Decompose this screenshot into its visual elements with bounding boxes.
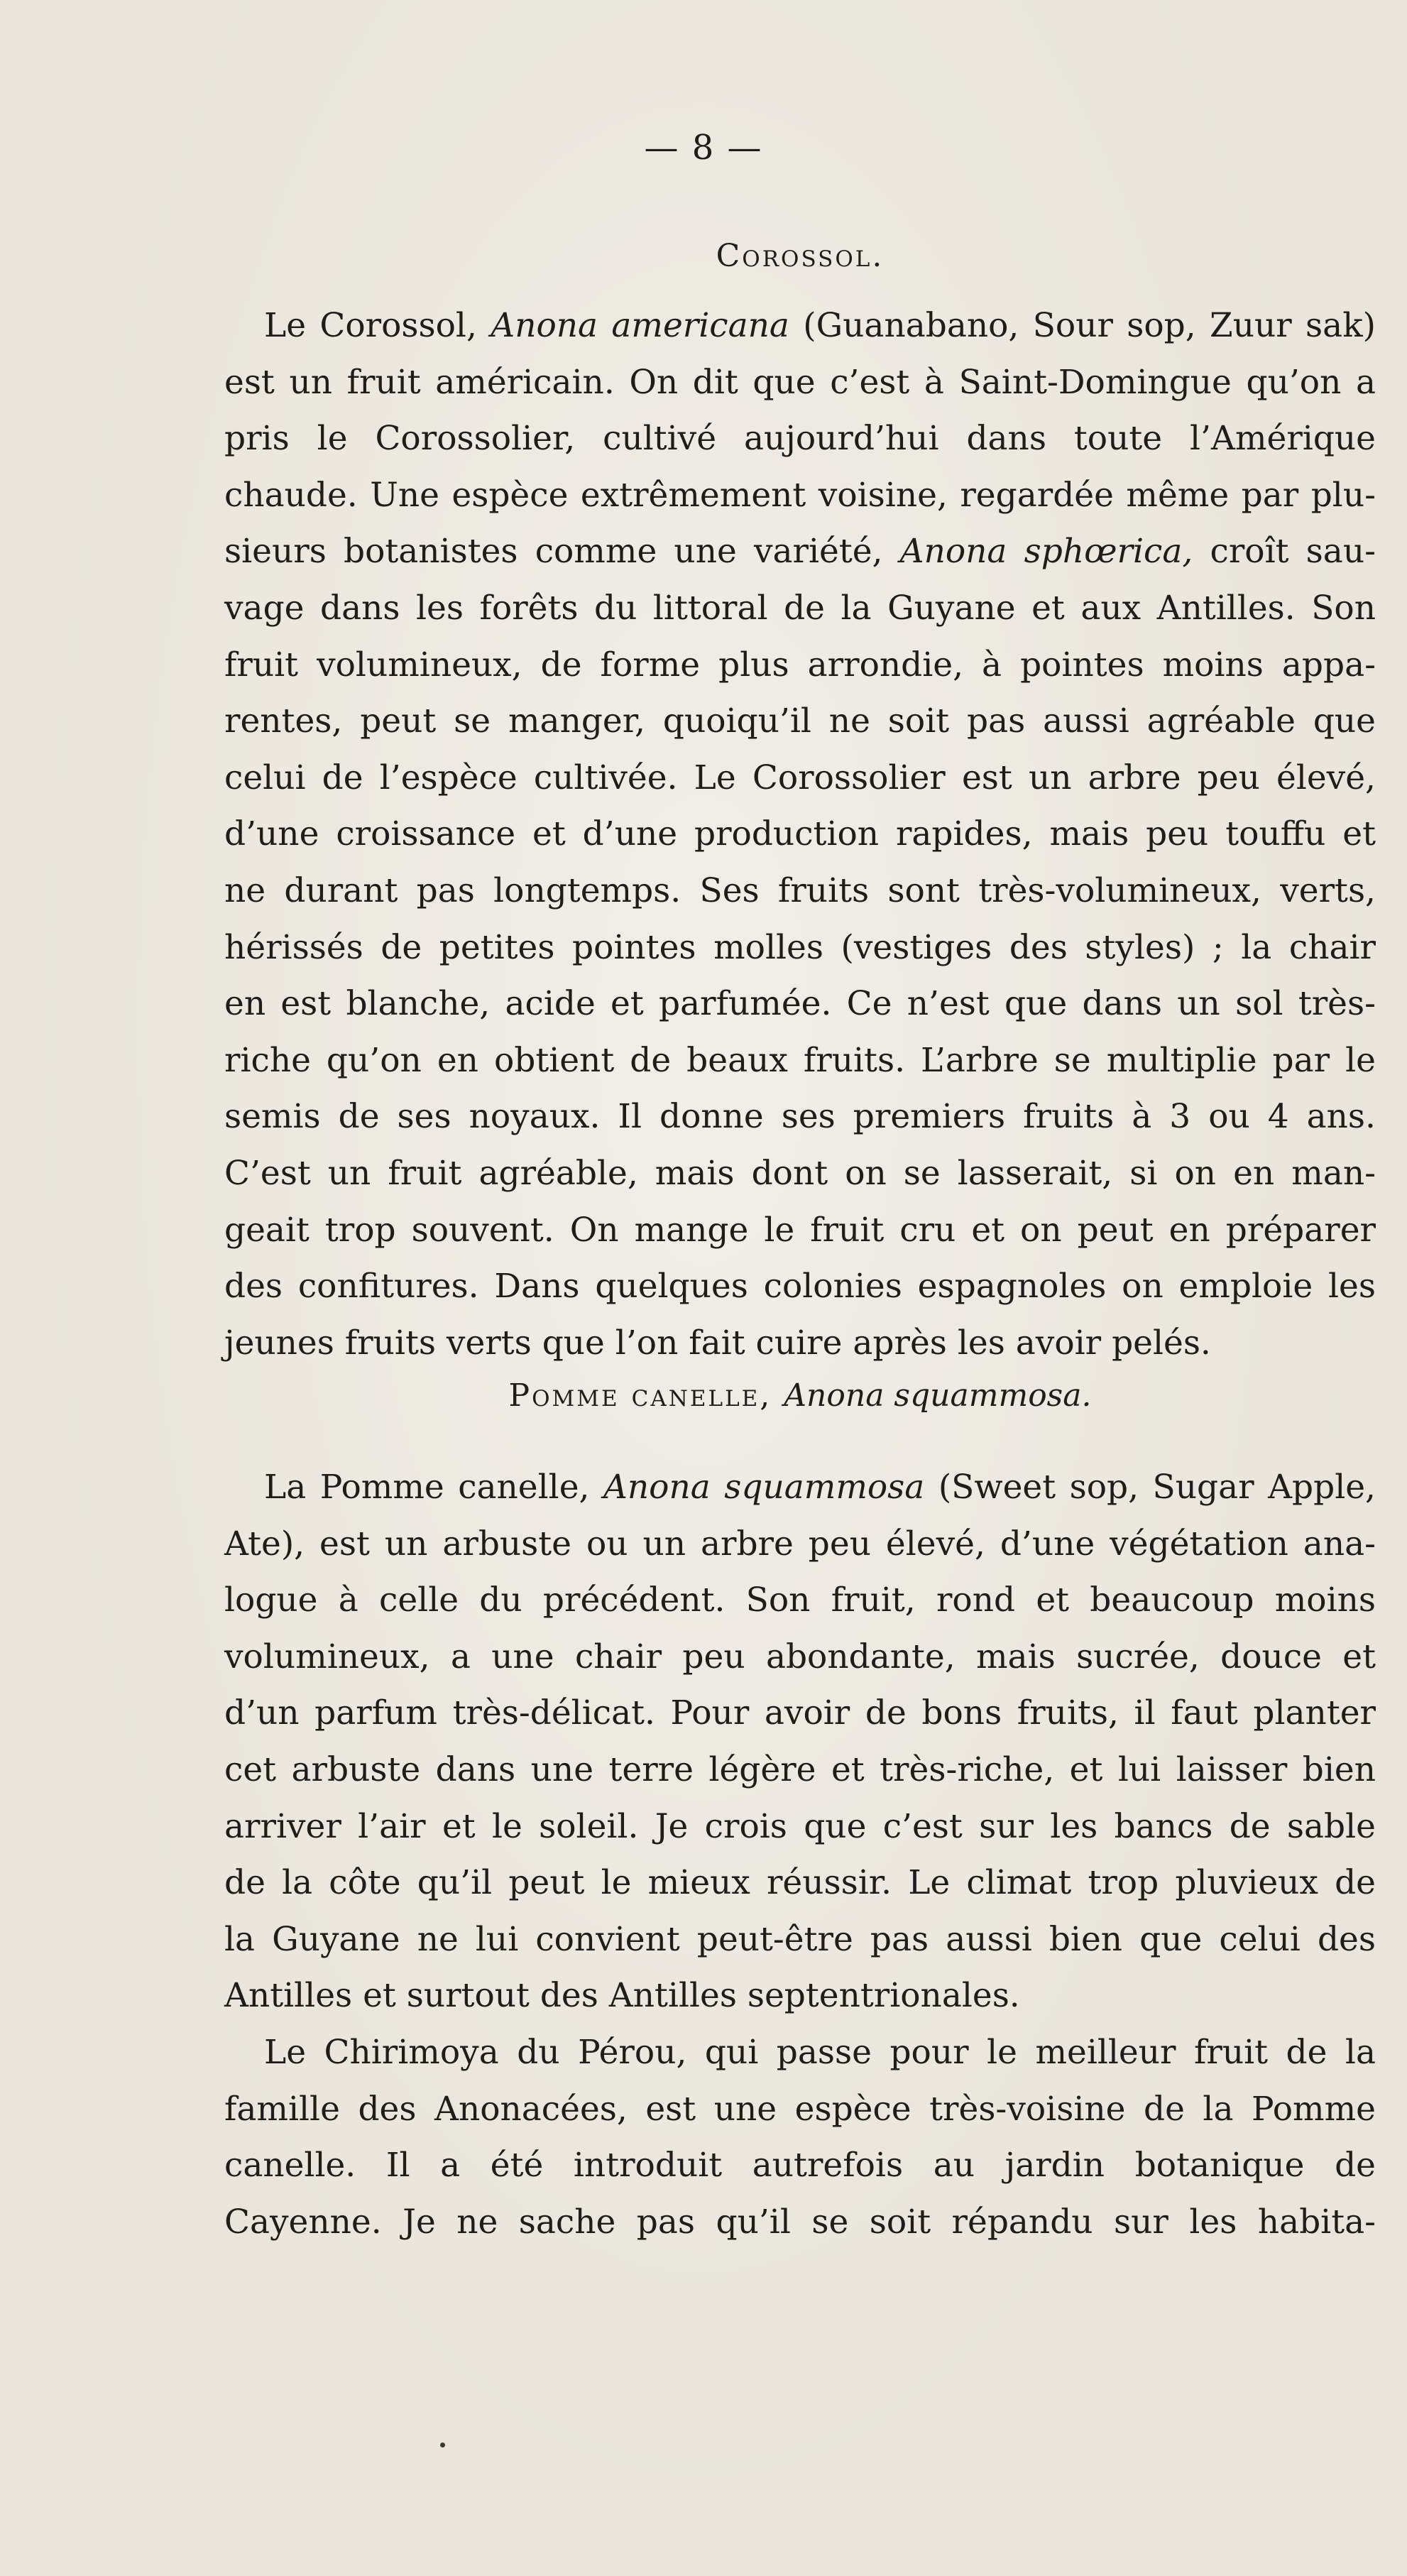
- text-line: cet arbuste dans une terre légère et très-riche, et lui laisser bien: [224, 1750, 1376, 1789]
- text-line: arriver l’air et le soleil. Je crois que c’est sur les bancs de sable: [224, 1806, 1376, 1846]
- text-line: de la côte qu’il peut le mieux réussir. Le climat trop pluvieux de: [224, 1863, 1376, 1903]
- text-line: des confitures. Dans quelques colonies espagnoles on emploie les: [224, 1267, 1376, 1306]
- paragraph-chirimoya: [224, 2024, 1376, 2250]
- text-line: est un fruit américain. On dit que c’est à Saint-Domingue qu’on a: [224, 362, 1376, 402]
- text-line: geait trop souvent. On mange le fruit cru et on peut en préparer: [224, 1210, 1376, 1250]
- text-line: jeunes fruits verts que l’on fait cuire après les avoir pelés.: [224, 1323, 1211, 1363]
- text-line: sieurs botanistes comme une variété, Anona sphœrica, croît sau-: [224, 532, 1376, 572]
- text-line: logue à celle du précédent. Son fruit, rond et beaucoup moins: [224, 1581, 1376, 1620]
- text-line: ne durant pas longtemps. Ses fruits sont très-volumineux, verts,: [224, 871, 1376, 910]
- section-heading-corossol: Corossol.: [716, 238, 885, 274]
- text-line: chaude. Une espèce extrêmement voisine, regardée même par plu-: [224, 475, 1376, 515]
- paragraph-corossol: [224, 298, 1376, 1371]
- text-line: d’une croissance et d’une production rapides, mais peu touffu et: [224, 814, 1376, 854]
- text-line: riche qu’on en obtient de beaux fruits. L’arbre se multiplie par le: [224, 1040, 1376, 1080]
- text-line: Antilles et surtout des Antilles septentrionales.: [224, 1976, 1020, 2016]
- text-line: fruit volumineux, de forme plus arrondie, à pointes moins appa-: [224, 645, 1376, 684]
- text-line: vage dans les forêts du littoral de la Guyane et aux Antilles. Son: [224, 588, 1376, 628]
- text-line: pris le Corossolier, cultivé aujourd’hui dans toute l’Amérique: [224, 419, 1376, 459]
- page-number: — 8 —: [644, 128, 763, 168]
- text-line: famille des Anonacées, est une espèce très-voisine de la Pomme: [224, 2089, 1376, 2129]
- ink-speck: [440, 2443, 445, 2447]
- text-line: Le Corossol, Anona americana (Guanabano, Sour sop, Zuur sak): [264, 306, 1376, 345]
- text-line: en est blanche, acide et parfumée. Ce n’est que dans un sol très-: [224, 984, 1376, 1024]
- text-line: La Pomme canelle, Anona squammosa (Sweet sop, Sugar Apple,: [264, 1468, 1376, 1507]
- text-line: celui de l’espèce cultivée. Le Corossolier est un arbre peu élevé,: [224, 758, 1376, 797]
- text-line: d’un parfum très-délicat. Pour avoir de bons fruits, il faut planter: [224, 1693, 1376, 1733]
- text-line: Ate), est un arbuste ou un arbre peu élevé, d’une végétation ana-: [224, 1524, 1376, 1563]
- text-line: C’est un fruit agréable, mais dont on se lasserait, si on en man-: [224, 1153, 1376, 1193]
- section-heading-pomme-canelle: Pomme canelle, Anona squammosa.: [508, 1377, 1092, 1414]
- text-line: la Guyane ne lui convient peut-être pas aussi bien que celui des: [224, 1919, 1376, 1959]
- text-line: volumineux, a une chair peu abondante, mais sucrée, douce et: [224, 1637, 1376, 1676]
- text-line: semis de ses noyaux. Il donne ses premiers fruits à 3 ou 4 ans.: [224, 1097, 1376, 1137]
- paragraph-pomme-canelle: [224, 1459, 1376, 2024]
- text-line: Cayenne. Je ne sache pas qu’il se soit répandu sur les habita-: [224, 2202, 1376, 2242]
- text-line: canelle. Il a été introduit autrefois au jardin botanique de: [224, 2146, 1376, 2185]
- text-line: hérissés de petites pointes molles (vestiges des styles) ; la chair: [224, 927, 1376, 967]
- text-line: rentes, peut se manger, quoiqu’il ne soit pas aussi agréable que: [224, 702, 1376, 741]
- text-line: Le Chirimoya du Pérou, qui passe pour le meilleur fruit de la: [264, 2033, 1376, 2072]
